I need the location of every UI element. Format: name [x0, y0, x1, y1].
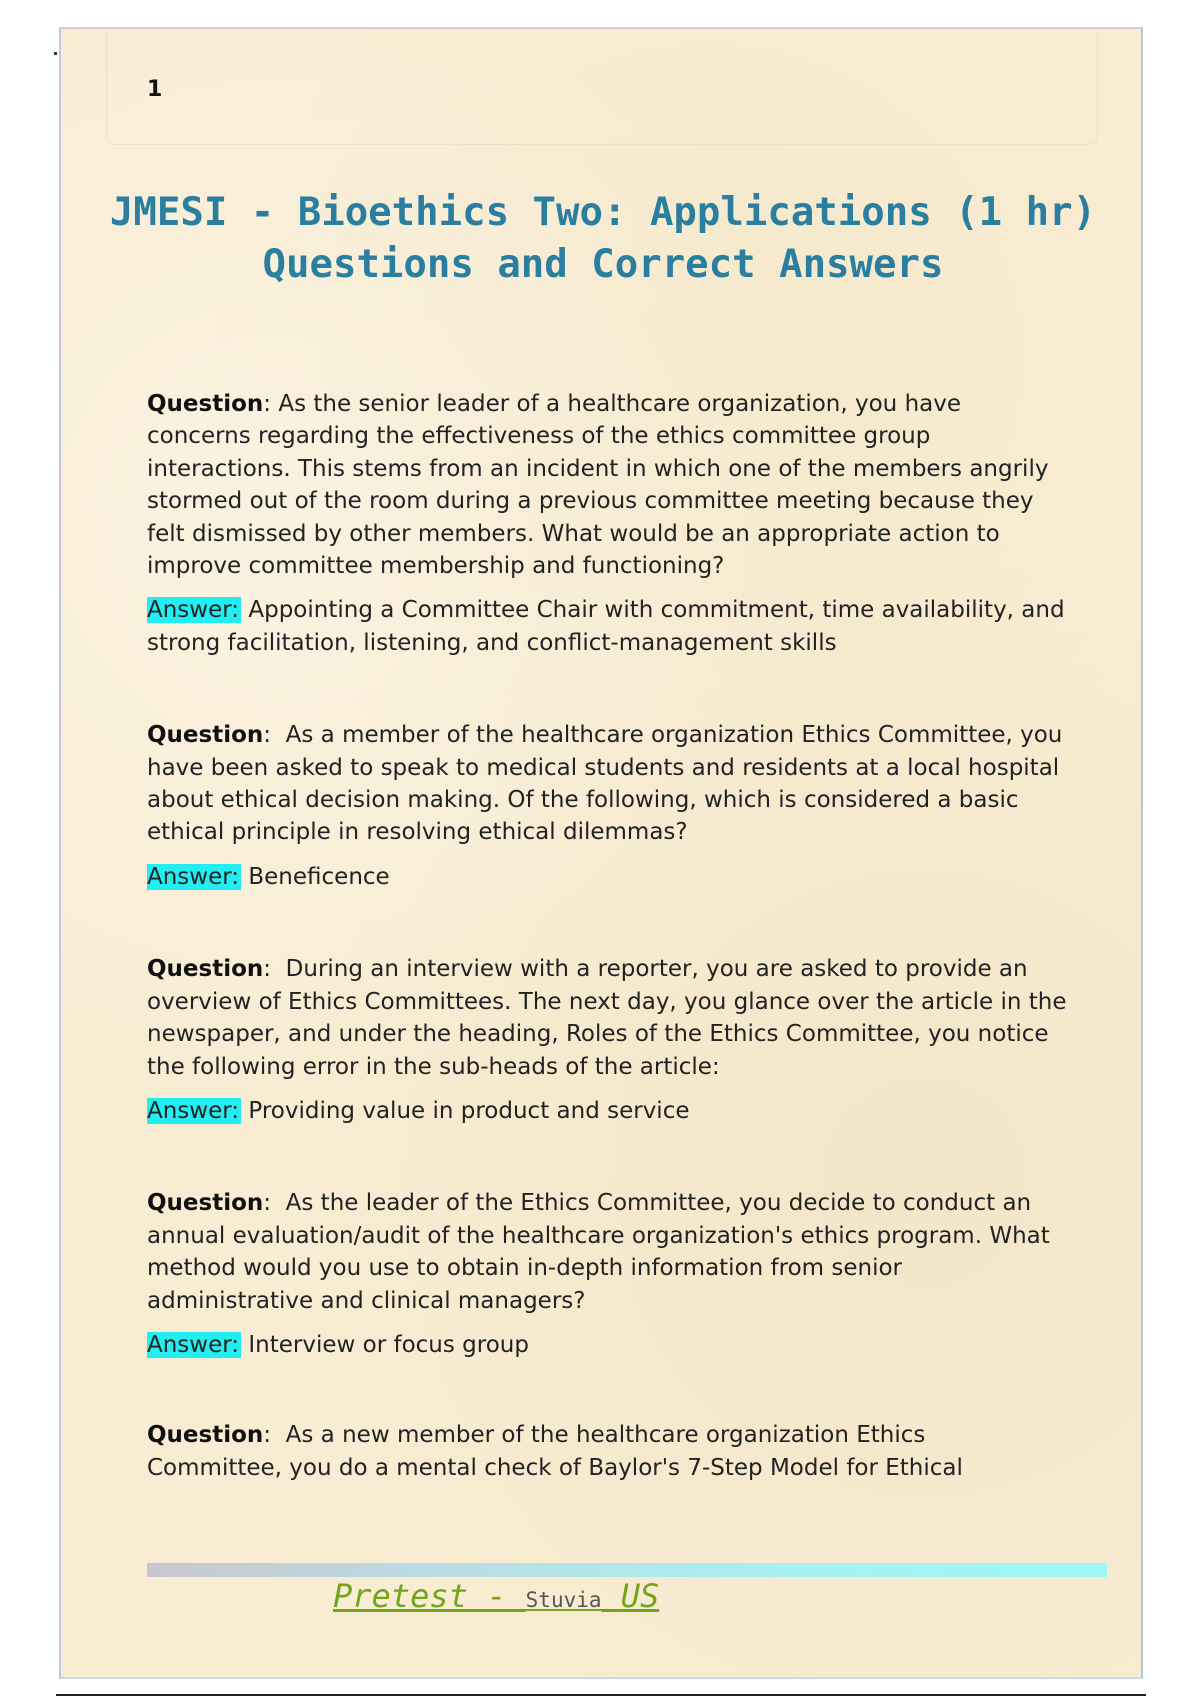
- question-text: Question: As the leader of the Ethics Committee, you decide to conduct an annual evaluation/audit of the healthcare organization's ethics program. What method would you use to obtain in-depth information from senior administrative and clinical managers?: [147, 1190, 1050, 1314]
- answer-label: Answer:: [147, 1097, 240, 1124]
- question-label: Question: [147, 956, 264, 983]
- page-edge-mark: [54, 52, 57, 55]
- qa-item: [147, 719, 1067, 893]
- qa-item: [147, 388, 1067, 659]
- page-header: [106, 29, 1098, 145]
- qa-item: [147, 1187, 1067, 1361]
- question-text: Question: As a member of the healthcare organization Ethics Committee, you have been asked to speak to medical students and residents at a local hospital about ethical decision making. Of the following, which is considered a basic ethical principle in resolving ethical dilemmas?: [147, 722, 1063, 846]
- answer-label: Answer:: [147, 1331, 240, 1358]
- answer-body: Providing value in product and service: [248, 1097, 690, 1124]
- footer-region: [602, 1577, 660, 1615]
- question-label: Question: [147, 1190, 264, 1217]
- question-body: As a member of the healthcare organization Ethics Committee, you have been asked to speak to medical students and residents at a local hospital about ethical decision making. Of the following, which is considered a basic ethical principle in resolving ethical dilemmas?: [147, 722, 1063, 846]
- page-title: JMESI - Bioethics Two: Applications (1 hr) Questions and Correct Answers: [109, 190, 1097, 287]
- qa-item: [147, 953, 1067, 1127]
- page-number: 1: [147, 77, 163, 102]
- answer-body: Beneficence: [248, 863, 390, 890]
- answer-text: [147, 861, 1067, 893]
- question-label: Question: [147, 1422, 264, 1449]
- answer-text: [147, 1329, 1067, 1361]
- footer-region-text: US: [620, 1577, 660, 1615]
- question-body: As a new member of the healthcare organization Ethics Committee, you do a mental check of Baylor's 7-Step Model for Ethical: [147, 1422, 963, 1481]
- footer-watermark: [333, 1577, 659, 1615]
- question-label: Question: [147, 722, 264, 749]
- footer-divider: [147, 1563, 1107, 1577]
- footer-site: Stuvia: [525, 1588, 602, 1612]
- question-text: Question: During an interview with a reporter, you are asked to provide an overview of Ethics Committees. The next day, you glance over the article in the newspaper, and under the heading, Roles of the Ethics Committee, you notice the following error in the sub-heads of the article:: [147, 956, 1067, 1080]
- answer-body: Interview or focus group: [248, 1331, 529, 1358]
- bottom-rule: [56, 1694, 1146, 1696]
- question-body: As the leader of the Ethics Committee, you decide to conduct an annual evaluation/audit of the healthcare organization's ethics program. What method would you use to obtain in-depth information from senior administrative and clinical managers?: [147, 1190, 1050, 1314]
- document-page: [59, 27, 1143, 1679]
- qa-item: [147, 1419, 1067, 1484]
- answer-body: Appointing a Committee Chair with commitment, time availability, and strong facilitation, listening, and conflict-management skills: [147, 597, 1065, 656]
- qa-list: [147, 388, 1067, 1484]
- answer-label: Answer:: [147, 597, 240, 624]
- question-label: Question: [147, 391, 264, 417]
- question-body: As the senior leader of a healthcare organization, you have concerns regarding the effectiveness of the ethics committee group interactions. This stems from an incident in which one of the members angrily stormed out of the room during a previous committee meeting because they felt dismissed by other members. What would be an appropriate action to improve committee membership and functioning?: [147, 391, 1049, 580]
- question-text: Question: As a new member of the healthcare organization Ethics Committee, you do a mental check of Baylor's 7-Step Model for Ethical: [147, 1422, 963, 1481]
- question-text: Question: As the senior leader of a healthcare organization, you have concerns regarding the effectiveness of the ethics committee group interactions. This stems from an incident in which one of the members angrily stormed out of the room during a previous committee meeting because they felt dismissed by other members. What would be an appropriate action to improve committee membership and functioning?: [147, 391, 1049, 580]
- answer-text: [147, 1095, 1067, 1127]
- footer-brand: Pretest: [333, 1577, 468, 1615]
- footer-separator: -: [467, 1577, 526, 1615]
- answer-label: Answer:: [147, 863, 240, 890]
- answer-text: [147, 594, 1067, 659]
- question-body: During an interview with a reporter, you are asked to provide an overview of Ethics Committees. The next day, you glance over the article in the newspaper, and under the heading, Roles of the Ethics Committee, you notice the following error in the sub-heads of the article:: [147, 956, 1067, 1080]
